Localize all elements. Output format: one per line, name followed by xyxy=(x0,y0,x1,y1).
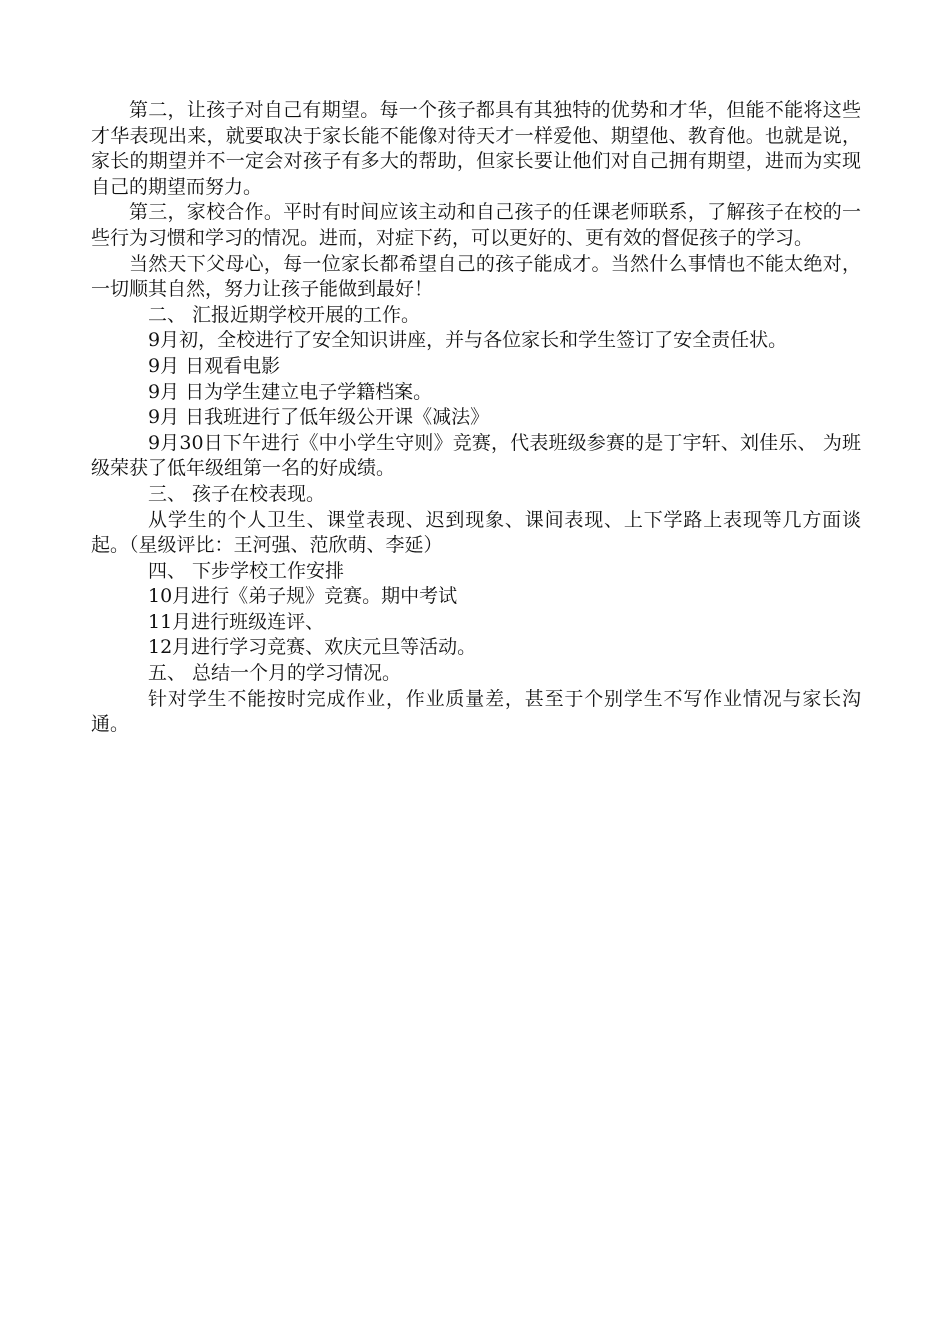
paragraph-home-school-cooperation: 第三，家校合作。平时有时间应该主动和自己孩子的任课老师联系，了解孩子在校的一些行为习惯和学习的情况。进而，对症下药，可以更好的、更有效的督促孩子的学习。 xyxy=(91,201,861,249)
paragraph-expectations: 第二，让孩子对自己有期望。每一个孩子都具有其独特的优势和才华，但能不能将这些才华表现出来，就要取决于家长能不能像对待天才一样爱他、期望他、教育他。也就是说，家长的期望并不一定会对孩子有多大的帮助，但家长要让他们对自己拥有期望，进而为实现自己的期望而努力。 xyxy=(91,99,861,198)
section-heading-student-performance: 三、 孩子在校表现。 xyxy=(148,482,326,505)
list-item-november-plan: 11月进行班级连评、 xyxy=(148,610,325,633)
section-heading-school-work: 二、 汇报近期学校开展的工作。 xyxy=(148,303,421,326)
paragraph-homework-communication: 针对学生不能按时完成作业，作业质量差，甚至于个别学生不写作业情况与家长沟通。 xyxy=(91,687,861,736)
section-heading-next-plans: 四、 下步学校工作安排 xyxy=(148,559,345,582)
list-item-movie: 9月 日观看电影 xyxy=(148,354,281,377)
paragraph-parents-hope: 当然天下父母心，每一位家长都希望自己的孩子能成才。当然什么事情也不能太绝对，一切顺其自然，努力让孩子能做到最好！ xyxy=(91,252,861,301)
list-item-open-class: 9月 日我班进行了低年级公开课《减法》 xyxy=(148,406,490,429)
list-item-october-plan: 10月进行《弟子规》竞赛。期中考试 xyxy=(148,585,458,608)
document-body xyxy=(91,98,861,738)
section-heading-monthly-summary: 五、 总结一个月的学习情况。 xyxy=(148,662,402,685)
paragraph-safety-lecture: 9月初，全校进行了安全知识讲座，并与各位家长和学生签订了安全责任状。 xyxy=(148,329,788,352)
list-item-december-plan: 12月进行学习竞赛、欢庆元旦等活动。 xyxy=(148,636,477,659)
paragraph-performance-details: 从学生的个人卫生、课堂表现、迟到现象、课间表现、上下学路上表现等几方面谈起。（星级评比：王河强、范欣萌、李延） xyxy=(91,508,861,557)
list-item-student-records: 9月 日为学生建立电子学籍档案。 xyxy=(148,380,433,403)
paragraph-competition-result: 9月30日下午进行《中小学生守则》竞赛，代表班级参赛的是丁宇轩、刘佳乐、 为班级荣获了低年级组第一名的好成绩。 xyxy=(91,431,861,480)
